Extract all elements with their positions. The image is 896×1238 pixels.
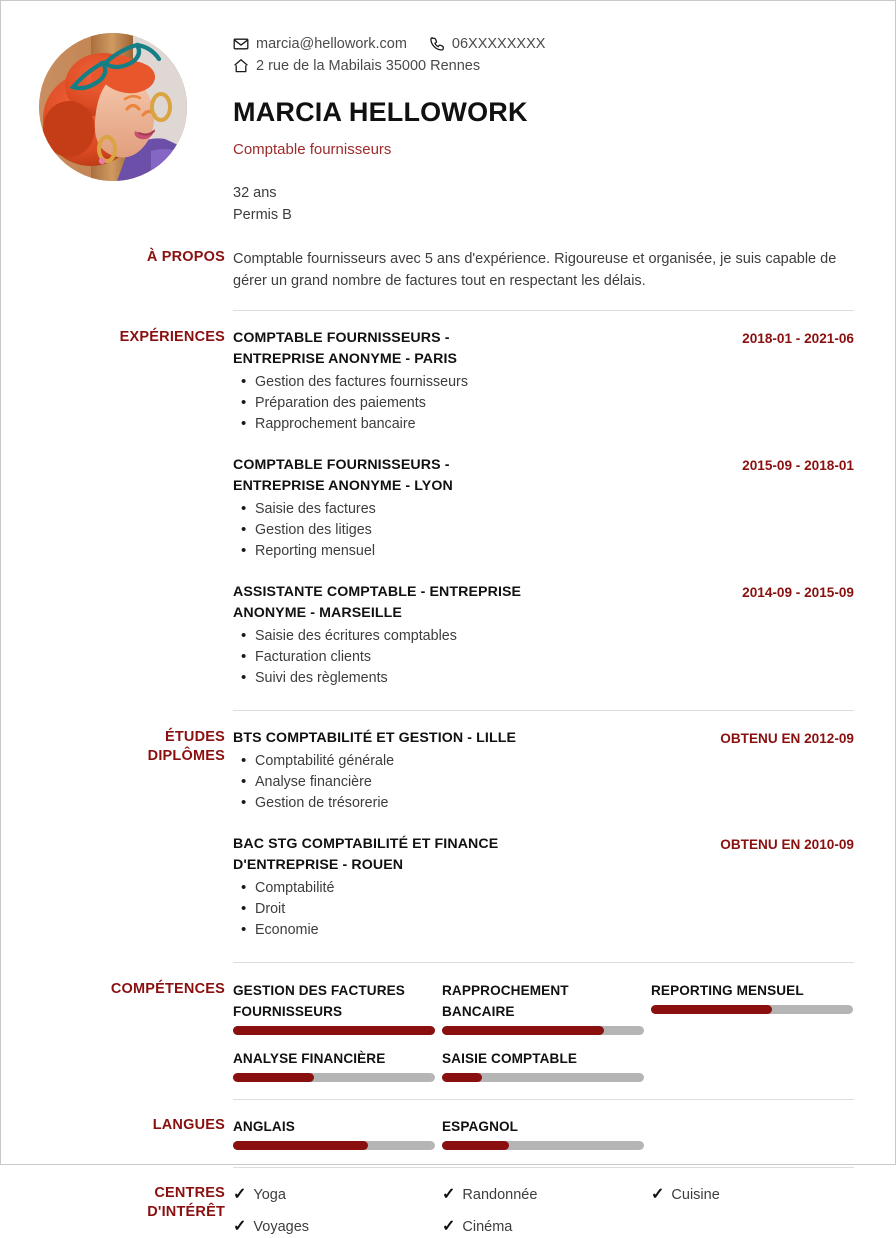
age-text: 32 ans — [233, 185, 277, 201]
language-label: ESPAGNOL — [442, 1119, 519, 1134]
language-progress-fill — [442, 1141, 509, 1150]
languages-grid — [233, 1116, 859, 1150]
cv-header — [1, 1, 895, 226]
experience-date: 2014-09 - 2015-09 — [742, 585, 854, 600]
skill-progress-bar — [233, 1073, 435, 1082]
interest-label: Randonnée — [462, 1187, 538, 1203]
section-label-education — [1, 728, 233, 766]
skill-item — [233, 980, 435, 1035]
skill-label: REPORTING MENSUEL — [651, 983, 804, 998]
section-skills — [1, 980, 895, 1082]
language-progress-fill — [233, 1141, 368, 1150]
skill-progress-fill — [651, 1005, 772, 1014]
skill-progress-fill — [233, 1026, 435, 1035]
skills-grid — [233, 980, 859, 1082]
address-contact — [233, 55, 480, 77]
avatar — [39, 33, 187, 181]
experience-item — [233, 455, 854, 562]
list-item: • Gestion des litiges — [255, 520, 728, 541]
list-item: • Analyse financière — [255, 772, 706, 793]
interest-item — [442, 1216, 644, 1238]
education-date: OBTENU EN 2012-09 — [720, 731, 854, 746]
list-item: • Suivi des règlements — [255, 668, 728, 689]
skill-progress-fill — [233, 1073, 314, 1082]
interest-label: Cuisine — [671, 1187, 720, 1203]
list-item: • Saisie des écritures comptables — [255, 626, 728, 647]
divider-education — [233, 962, 854, 963]
section-languages — [1, 1116, 895, 1150]
interest-item — [233, 1184, 435, 1206]
experience-bullets — [233, 499, 728, 562]
skill-item — [233, 1048, 435, 1082]
section-label-skills: COMPÉTENCES — [110, 981, 225, 997]
job-title: Comptable fournisseurs — [233, 141, 392, 158]
experience-item — [233, 582, 854, 689]
avatar-cell — [1, 33, 233, 181]
home-icon — [233, 58, 249, 74]
list-item: • Comptabilité générale — [255, 751, 706, 772]
section-label-experiences: EXPÉRIENCES — [119, 329, 225, 345]
language-progress-bar — [442, 1141, 644, 1150]
language-label: ANGLAIS — [233, 1119, 295, 1134]
skill-label: ANALYSE FINANCIÈRE — [233, 1051, 386, 1066]
section-label-languages: LANGUES — [152, 1117, 225, 1133]
contact-row-1 — [233, 33, 854, 55]
licence-text: Permis B — [233, 207, 292, 223]
section-about — [1, 248, 895, 292]
divider-about — [233, 310, 854, 311]
experience-title: ASSISTANTE COMPTABLE - ENTREPRISE ANONYME - MARSEILLE — [233, 584, 522, 621]
interests-grid — [233, 1184, 859, 1238]
list-item: • Rapprochement bancaire — [255, 414, 728, 435]
education-title: BTS COMPTABILITÉ ET GESTION - LILLE — [233, 730, 517, 746]
skill-label: GESTION DES FACTURES FOURNISSEURS — [233, 983, 405, 1019]
skill-item — [651, 980, 853, 1035]
list-item: • Facturation clients — [255, 647, 728, 668]
section-education — [1, 728, 895, 941]
check-icon: ✓ — [233, 1186, 247, 1203]
check-icon: ✓ — [651, 1186, 665, 1203]
language-item — [442, 1116, 644, 1150]
section-label-education-line1: ÉTUDES — [164, 729, 225, 745]
skill-label: RAPPROCHEMENT BANCAIRE — [442, 983, 569, 1019]
experience-item — [233, 328, 854, 435]
list-item: • Droit — [255, 899, 706, 920]
about-text: Comptable fournisseurs avec 5 ans d'expérience. Rigoureuse et organisée, je suis capable de gérer un grand nombre de factures tout en respectant les délais. — [233, 251, 837, 289]
page-title: MARCIA HELLOWORK — [233, 97, 528, 127]
phone-contact[interactable] — [429, 33, 546, 55]
education-bullets — [233, 878, 706, 941]
phone-text: 06XXXXXXXX — [451, 36, 546, 52]
skill-progress-bar — [651, 1005, 853, 1014]
section-interests — [1, 1184, 895, 1238]
interest-item — [651, 1184, 853, 1206]
education-date: OBTENU EN 2010-09 — [720, 837, 854, 852]
experience-bullets — [233, 626, 728, 689]
skill-progress-fill — [442, 1073, 482, 1082]
interest-label: Cinéma — [462, 1219, 513, 1235]
contact-row-2 — [233, 55, 854, 77]
language-progress-bar — [233, 1141, 435, 1150]
list-item: • Comptabilité — [255, 878, 706, 899]
divider-experiences — [233, 710, 854, 711]
interest-item — [233, 1216, 435, 1238]
interest-item — [442, 1184, 644, 1206]
email-contact[interactable] — [233, 33, 407, 55]
experience-title: COMPTABLE FOURNISSEURS - ENTREPRISE ANONYME - LYON — [233, 457, 453, 494]
education-title: BAC STG COMPTABILITÉ ET FINANCE D'ENTREPRISE - ROUEN — [233, 836, 499, 873]
check-icon: ✓ — [442, 1218, 456, 1235]
education-item — [233, 834, 854, 941]
experience-bullets — [233, 372, 728, 435]
skill-item — [442, 1048, 644, 1082]
experience-date: 2015-09 - 2018-01 — [742, 458, 854, 473]
skill-label: SAISIE COMPTABLE — [442, 1051, 578, 1066]
skill-item — [442, 980, 644, 1035]
skill-progress-bar — [233, 1026, 435, 1035]
header-details — [233, 33, 895, 226]
list-item: • Gestion de trésorerie — [255, 793, 706, 814]
divider-languages — [233, 1167, 854, 1168]
section-label-education-line2: DIPLÔMES — [147, 748, 225, 764]
education-item — [233, 728, 854, 814]
list-item: • Saisie des factures — [255, 499, 728, 520]
list-item: • Gestion des factures fournisseurs — [255, 372, 728, 393]
phone-icon — [429, 36, 445, 52]
section-label-about: À PROPOS — [146, 249, 225, 265]
check-icon: ✓ — [233, 1218, 247, 1235]
envelope-icon — [233, 36, 249, 52]
interest-label: Voyages — [253, 1219, 310, 1235]
skill-progress-fill — [442, 1026, 604, 1035]
section-label-interests-line2: D'INTÉRÊT — [147, 1204, 225, 1220]
list-item: • Préparation des paiements — [255, 393, 728, 414]
address-text: 2 rue de la Mabilais 35000 Rennes — [256, 58, 481, 74]
section-label-interests-line1: CENTRES — [154, 1185, 225, 1201]
list-item: • Reporting mensuel — [255, 541, 728, 562]
experience-title: COMPTABLE FOURNISSEURS - ENTREPRISE ANONYME - PARIS — [233, 330, 458, 367]
section-experiences — [1, 328, 895, 689]
personal-meta — [233, 182, 854, 226]
divider-skills — [233, 1099, 854, 1100]
education-bullets — [233, 751, 706, 814]
skill-progress-bar — [442, 1026, 644, 1035]
email-text: marcia@hellowork.com — [256, 36, 407, 52]
language-item — [233, 1116, 435, 1150]
section-label-interests — [1, 1184, 233, 1222]
check-icon: ✓ — [442, 1186, 456, 1203]
skill-progress-bar — [442, 1073, 644, 1082]
experience-date: 2018-01 - 2021-06 — [742, 331, 854, 346]
list-item: • Economie — [255, 920, 706, 941]
interest-label: Yoga — [253, 1187, 286, 1203]
